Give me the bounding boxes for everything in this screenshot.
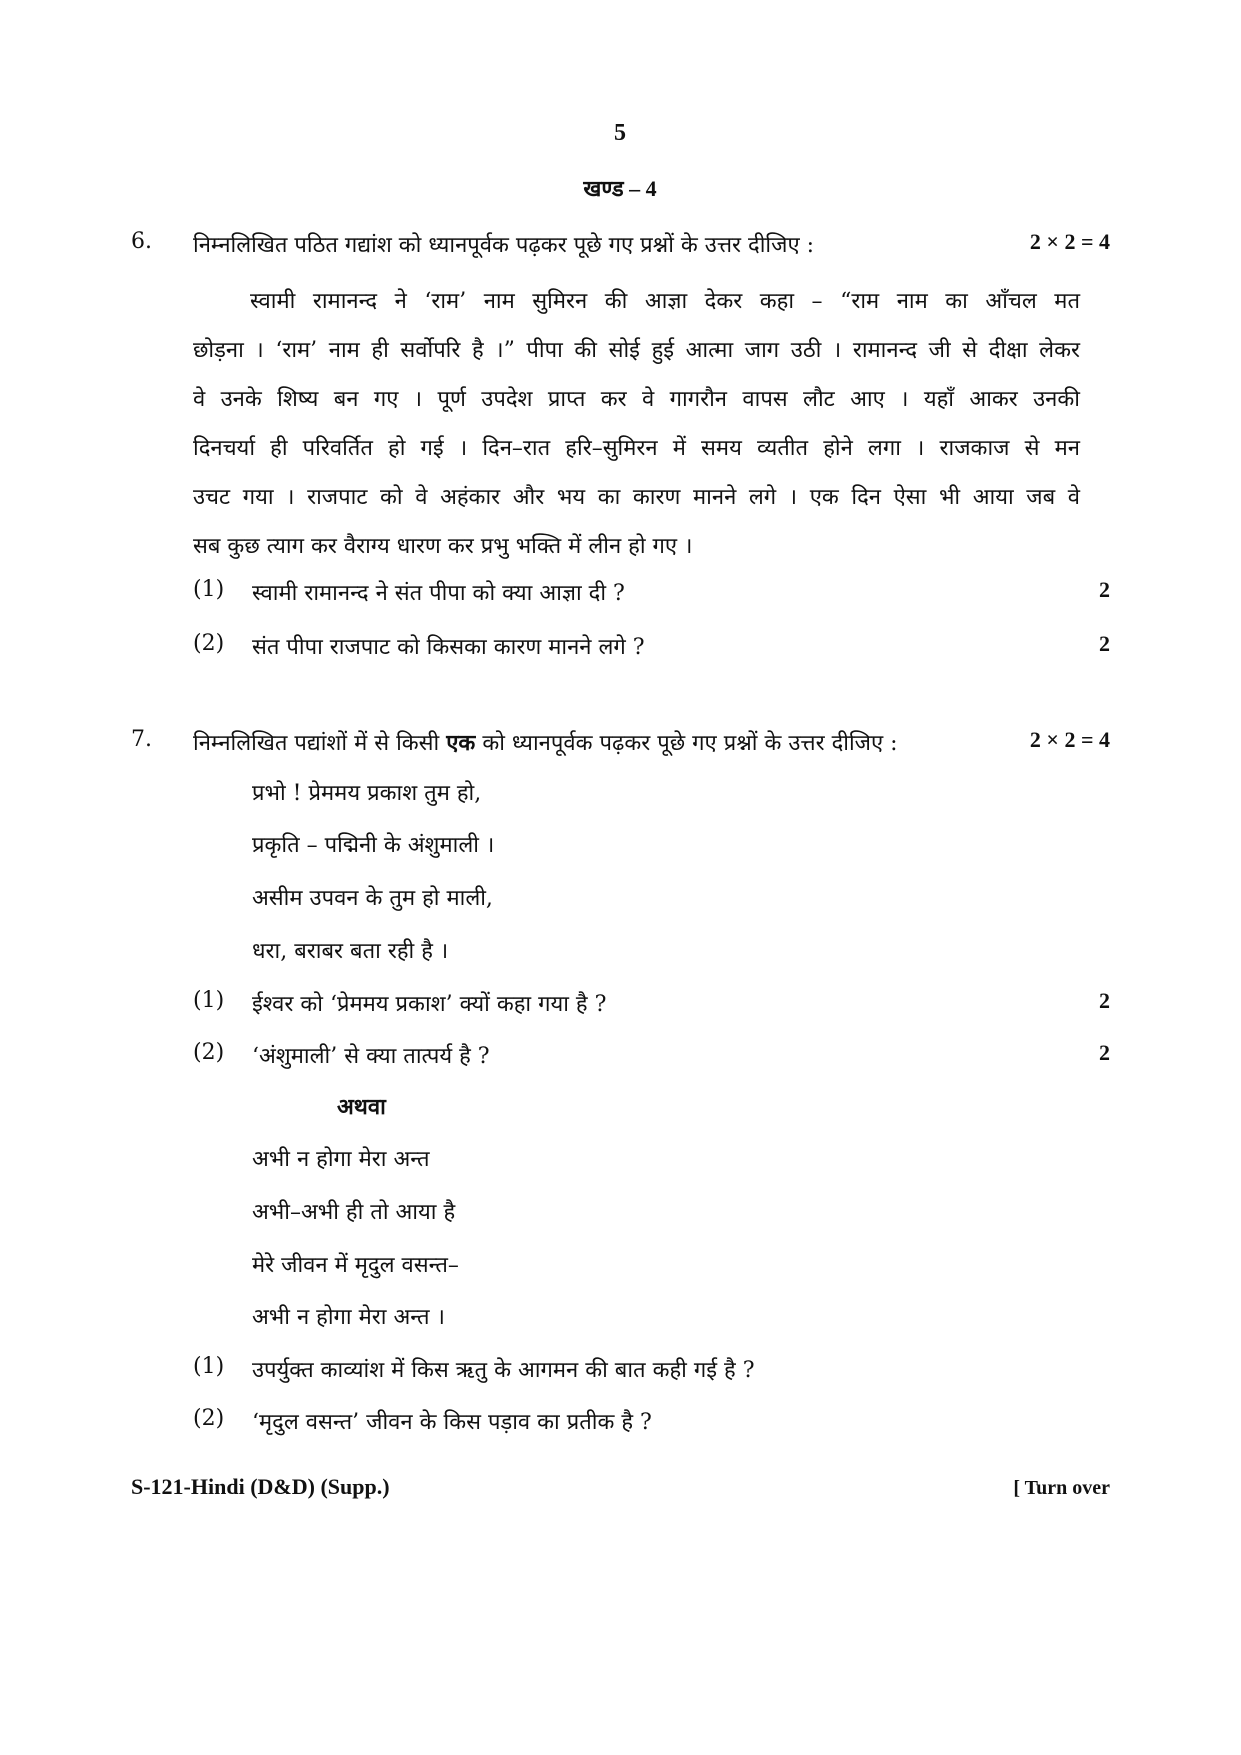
question-7-number: 7. [131,727,152,752]
verse-2-line: अभी न होगा मेरा अन्त । [252,1305,445,1330]
passage-line: स्वामी रामानन्द ने ‘राम’ नाम सुमिरन की आज्ञा देकर कहा – “राम नाम का आँचल मत [250,289,1080,314]
question-6-instruction: निम्नलिखित पठित गद्यांश को ध्यानपूर्वक पढ़कर पूछे गए प्रश्नों के उत्तर दीजिए : [193,233,815,258]
paper-code: S-121-Hindi (D&D) (Supp.) [131,1474,390,1499]
passage-line: उचट गया । राजपाट को वे अहंकार और भय का कारण मानने लगे । एक दिन ऐसा भी आया जब वे [193,485,1080,510]
question-7-instruction [193,727,898,757]
verse-1-line: धरा, बराबर बता रही है । [252,939,449,964]
or-label: अथवा [337,1094,386,1119]
verse-2-line: मेरे जीवन में मृदुल वसन्त– [252,1253,459,1278]
question-6-sub-2-text: संत पीपा राजपाट को किसका कारण मानने लगे ? [252,635,645,660]
instruction-emphasis: एक [446,730,476,755]
question-7-sub-1-number: (1) [193,988,225,1013]
passage-line: सब कुछ त्याग कर वैराग्य धारण कर प्रभु भक्ति में लीन हो गए । [193,534,693,559]
passage-line: वे उनके शिष्य बन गए । पूर्ण उपदेश प्राप्त कर वे गागरौन वापस लौट आए । यहाँ आकर उनकी [193,387,1080,412]
section-title: खण्ड – 4 [583,176,657,201]
question-6-passage [193,277,1080,571]
instruction-part: को ध्यानपूर्वक पढ़कर पूछे गए प्रश्नों के उत्तर दीजिए : [475,731,898,756]
question-7-alt-sub-1-text: उपर्युक्त काव्यांश में किस ऋतु के आगमन की बात कही गई है ? [252,1358,755,1383]
question-7-sub-2-marks: 2 [1099,1040,1110,1065]
verse-1-line: प्रकृति – पद्मिनी के अंशुमाली । [252,833,495,858]
question-6-sub-2-number: (2) [193,631,225,656]
page-number: 5 [614,120,626,146]
passage-line: दिनचर्या ही परिवर्तित हो गई । दिन–रात हरि–सुमिरन में समय व्यतीत होने लगा । राजकाज से मन [193,436,1080,461]
question-6-marks: 2 × 2 = 4 [1029,229,1110,254]
passage-line: छोड़ना । ‘राम’ नाम ही सर्वोपरि है ।” पीपा की सोई हुई आत्मा जाग उठी । रामानन्द जी से दीक्षा लेकर [193,338,1080,363]
verse-2-line: अभी न होगा मेरा अन्त [252,1147,430,1172]
question-7-marks: 2 × 2 = 4 [1029,727,1110,752]
turn-over-label: [ Turn over [1013,1477,1110,1499]
question-6-sub-1-text: स्वामी रामानन्द ने संत पीपा को क्या आज्ञा दी ? [252,581,625,606]
verse-2-line: अभी–अभी ही तो आया है [252,1200,456,1225]
question-7-alt-sub-2-number: (2) [193,1406,225,1431]
question-6-sub-1-marks: 2 [1099,577,1110,602]
instruction-part: निम्नलिखित पद्यांशों में से किसी [193,731,447,756]
verse-1-line: प्रभो ! प्रेममय प्रकाश तुम हो, [252,781,482,806]
question-7-sub-2-text: ‘अंशुमाली’ से क्या तात्पर्य है ? [252,1044,490,1069]
question-6-sub-1-number: (1) [193,577,225,602]
question-7-sub-2-number: (2) [193,1040,225,1065]
question-7-sub-1-text: ईश्वर को ‘प्रेममय प्रकाश’ क्यों कहा गया है ? [252,992,607,1017]
question-6-sub-2-marks: 2 [1099,631,1110,656]
question-6-number: 6. [131,229,152,254]
question-7-alt-sub-1-number: (1) [193,1354,225,1379]
question-7-alt-sub-2-text: ‘मृदुल वसन्त’ जीवन के किस पड़ाव का प्रतीक है ? [252,1410,652,1435]
question-7-sub-1-marks: 2 [1099,988,1110,1013]
verse-1-line: असीम उपवन के तुम हो माली, [252,886,493,911]
